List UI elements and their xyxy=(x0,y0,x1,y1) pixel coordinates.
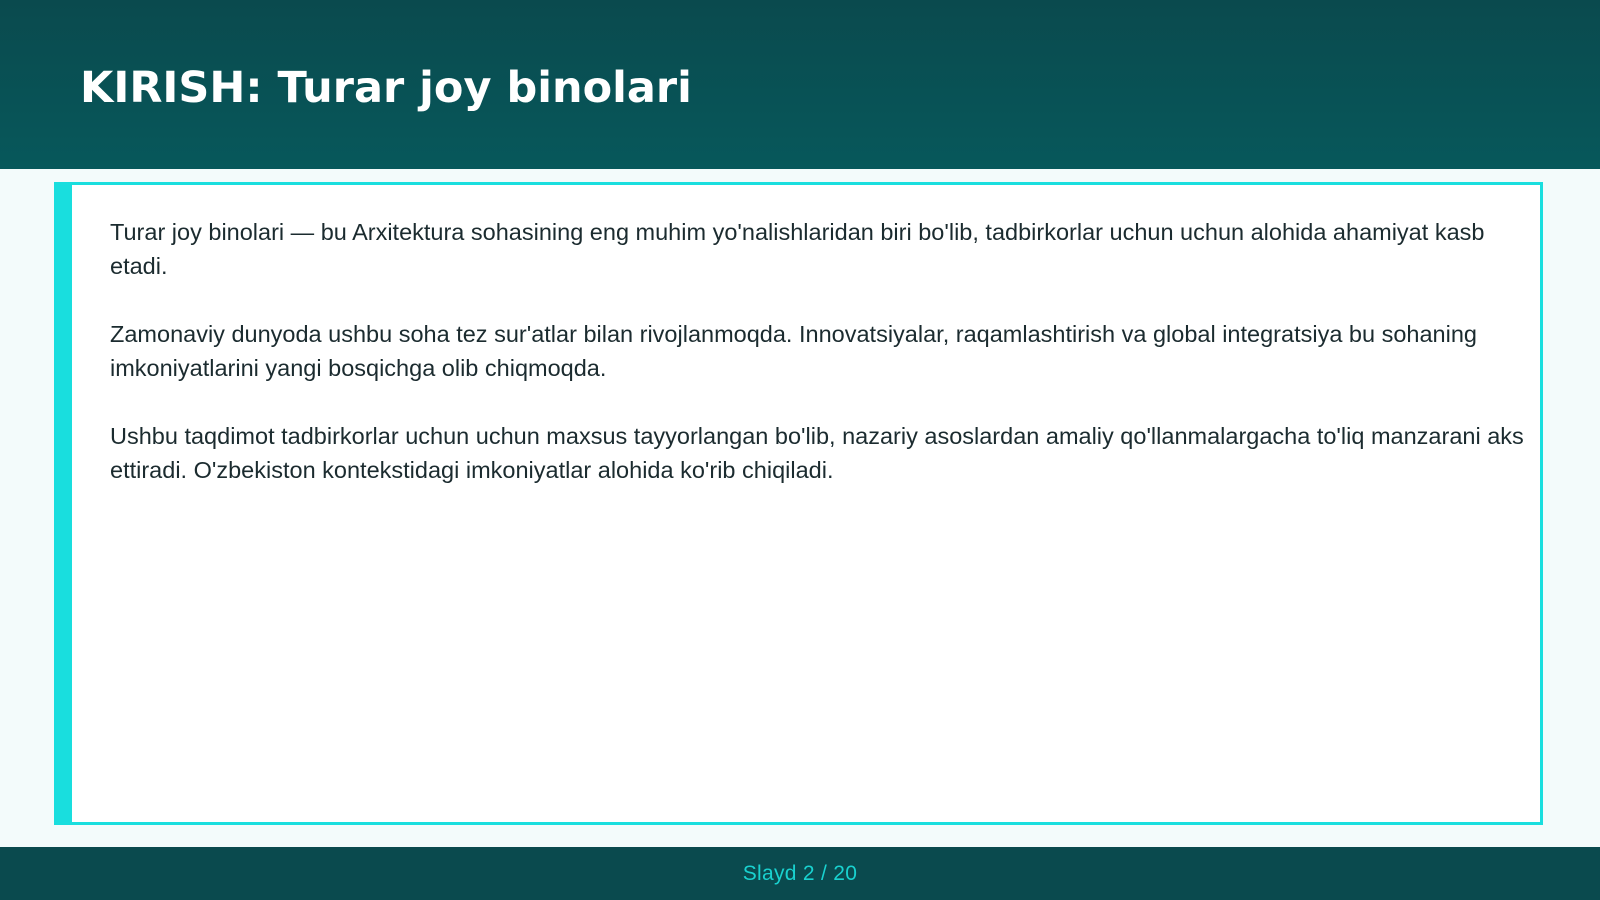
content-card xyxy=(54,182,1543,825)
slide-counter: Slayd 2 / 20 xyxy=(742,861,858,885)
paragraph-presentation-purpose: Ushbu taqdimot tadbirkorlar uchun uchun maxsus tayyorlangan bo'lib, nazariy asoslardan amaliy qo'llanmalargacha to'liq manzarani aks ettiradi. O'zbekiston kontekstidagi imkoniyatlar alohida ko'rib chiqiladi. xyxy=(110,423,1524,483)
content-paragraphs xyxy=(110,215,1530,521)
slide-footer xyxy=(0,847,1600,900)
paragraph-modern-world: Zamonaviy dunyoda ushbu soha tez sur'atlar bilan rivojlanmoqda. Innovatsiyalar, raqamlashtirish va global integratsiya bu sohaning imkoniyatlarini yangi bosqichga olib chiqmoqda. xyxy=(110,321,1477,381)
paragraph-intro: Turar joy binolari — bu Arxitektura sohasining eng muhim yo'nalishlaridan biri bo'lib, tadbirkorlar uchun uchun alohida ahamiyat kasb etadi. xyxy=(110,219,1485,279)
slide-title: KIRISH: Turar joy binolari xyxy=(80,63,692,113)
slide-header xyxy=(0,0,1600,169)
